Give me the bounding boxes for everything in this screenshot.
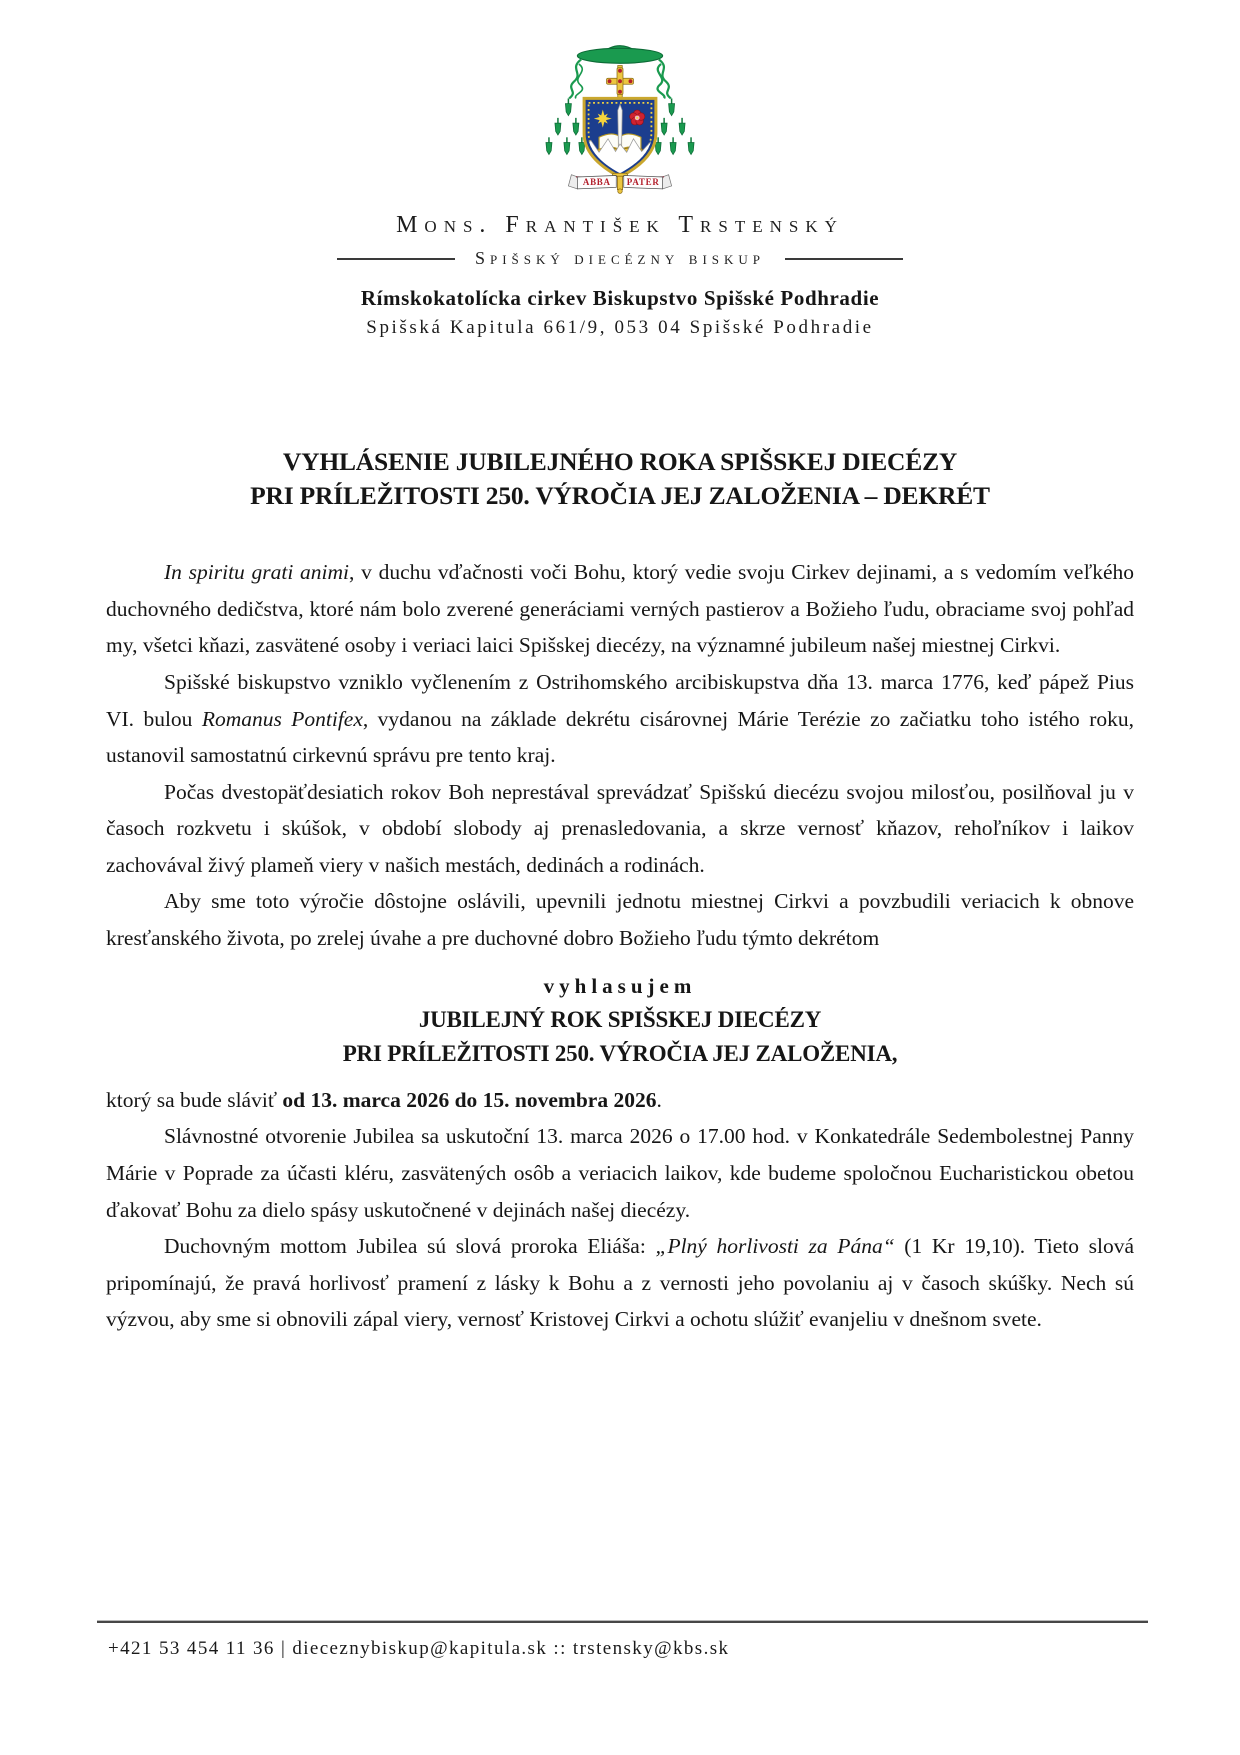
role-divider-left <box>337 258 455 260</box>
document-title <box>0 445 1240 512</box>
bishop-role: Spišský diecézny biskup <box>474 248 766 268</box>
proclamation-block <box>106 970 1134 1072</box>
coat-of-arms <box>534 34 706 195</box>
footer-contact: +421 53 454 11 36 | dieceznybiskup@kapitula.sk :: trstensky@kbs.sk <box>108 1638 730 1659</box>
galero-hat-icon <box>577 46 662 64</box>
paragraph: Počas dvestopäťdesiatich rokov Boh neprestával sprevádzať Spišskú diecézu svojou milosťou, posilňoval ju v časoch rozkvetu i skúšok, v období slobody aj prenasledovania, a skrze vernosť kňazov, rehoľníkov i laikov zachovával živý plameň viery v našich mestách, dedinách a rodinách. <box>106 779 1134 877</box>
proclamation-line-2: PRI PRÍLEŽITOSTI 250. VÝROČIA JEJ ZALOŽENIA, <box>342 1041 898 1067</box>
sword-icon <box>618 104 622 147</box>
organization-name: Rímskokatolícka cirkev Biskupstvo Spišské Podhradie <box>360 286 880 310</box>
proclamation-line-1: JUBILEJNÝ ROK SPIŠSKEJ DIECÉZY <box>418 1006 822 1032</box>
paragraph: ktorý sa bude sláviť od 13. marca 2026 do 15. novembra 2026. <box>106 1087 662 1112</box>
document-body <box>106 554 1134 1337</box>
paragraph: In spiritu grati animi, v duchu vďačnosti voči Bohu, ktorý vedie svoju Cirkev dejinami, a s vedomím veľkého duchovného dedičstva, ktoré nám bolo zverené generáciami verných pastierov a Božieho ľudu, obraciame svoj pohľad my, všetci kňazi, zasvätené osoby i veriaci laici Spišskej diecézy, na významné jubileum našej miestnej Cirkvi. <box>106 560 1134 658</box>
bishop-name: Mons. František Trstenský <box>396 212 844 238</box>
proclamation-intro: vyhlasujem <box>543 974 697 999</box>
paragraph: Spišské biskupstvo vzniklo vyčlenením z Ostrihomského arcibiskupstva dňa 13. marca 1776, keď pápež Pius VI. bulou Romanus Pontifex, vydanou na základe dekrétu cisárovnej Márie Terézie zo začiatku toho istého roku, ustanovil samostatnú cirkevnú správu pre tento kraj. <box>106 669 1134 768</box>
document-title-line-2: PRI PRÍLEŽITOSTI 250. VÝROČIA JEJ ZALOŽENIA – DEKRÉT <box>250 480 990 510</box>
motto-pater: PATER <box>626 177 660 188</box>
paragraph: Duchovným mottom Jubilea sú slová proroka Eliáša: „Plný horlivosti za Pána“ (1 Kr 19,10). Tieto slová pripomínajú, že pravá horlivosť pramení z lásky k Bohu a z vernosti jeho povolaniu aj v časoch skúšky. Nech sú výzvou, aby sme si obnovili zápal viery, vernosť Kristovej Cirkvi a ochotu slúžiť evanjeliu v dnešnom svete. <box>106 1234 1135 1332</box>
paragraph: Slávnostné otvorenie Jubilea sa uskutoční 13. marca 2026 o 17.00 hod. v Konkatedrále Sedembolestnej Panny Márie v Poprade za účasti kléru, zasvätených osôb a veriacich laikov, kde budeme spoločnou Eucharistickou obetou ďakovať Bohu za dielo spásy uskutočnené v dejinách našej diecézy. <box>106 1124 1134 1222</box>
document-title-line-1: VYHLÁSENIE JUBILEJNÉHO ROKA SPIŠSKEJ DIECÉZY <box>282 447 958 476</box>
motto-abba: ABBA <box>582 177 611 188</box>
page-footer <box>97 1620 1148 1660</box>
bishop-role-row <box>0 248 1240 269</box>
role-divider-right <box>785 258 903 260</box>
letterhead <box>0 0 1240 339</box>
organization-address: Spišská Kapitula 661/9, 053 04 Spišské Podhradie <box>366 317 874 338</box>
footer-divider <box>97 1620 1148 1623</box>
paragraph: Aby sme toto výročie dôstojne oslávili, upevnili jednotu miestnej Cirkvi a povzbudili veriacich k obnove kresťanského života, po zrelej úvahe a pre duchovné dobro Božieho ľudu týmto dekrétom <box>106 889 1134 950</box>
